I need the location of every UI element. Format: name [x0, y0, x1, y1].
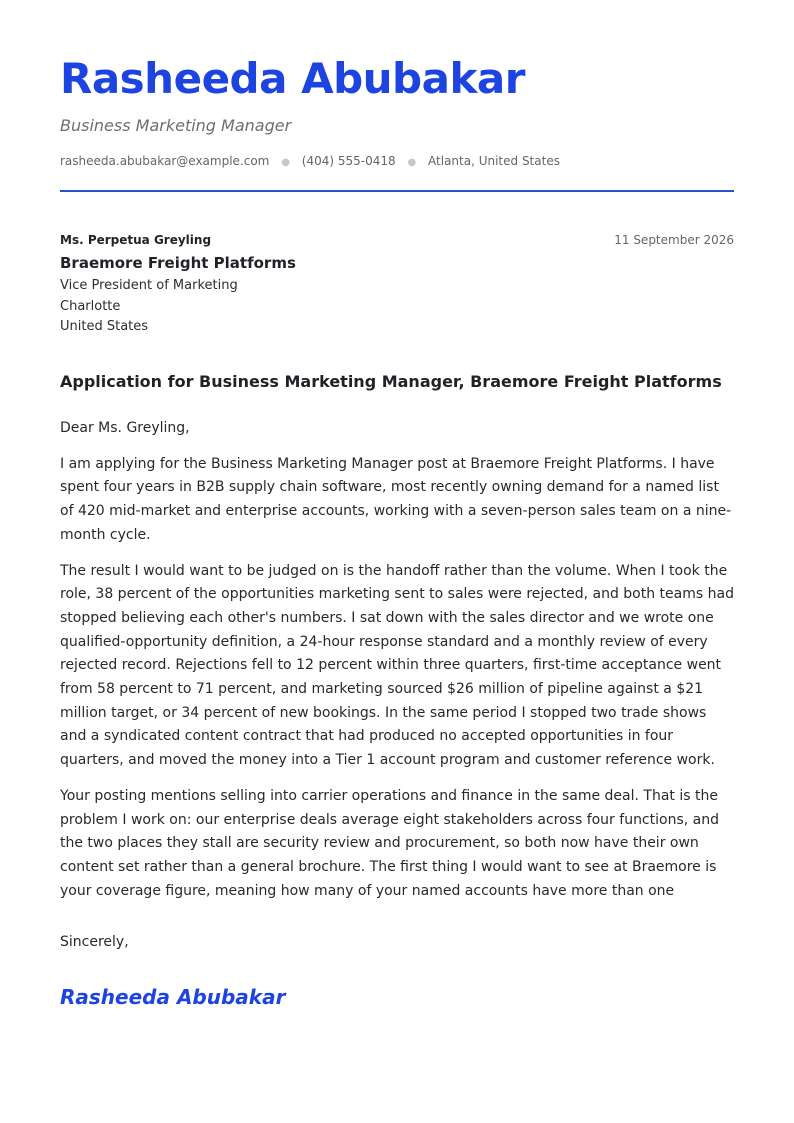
contact-location: Atlanta, United States [428, 154, 560, 168]
contact-email[interactable]: rasheeda.abubakar@example.com [60, 154, 270, 168]
recipient-company: Braemore Freight Platforms [60, 254, 296, 272]
recipient-country: United States [60, 319, 149, 334]
letter-body [60, 417, 734, 915]
recipient-name: Ms. Perpetua Greyling [60, 233, 212, 247]
separator-dot-icon: ● [281, 157, 290, 168]
letter-date: 11 September 2026 [614, 233, 734, 247]
signature: Rasheeda Abubakar [60, 985, 286, 1009]
applicant-title: Business Marketing Manager [60, 116, 292, 135]
recipient-city: Charlotte [60, 299, 121, 314]
body-paragraph-3: Your posting mentions selling into carrier operations and finance in the same deal. That is the problem I work on: our enterprise deals average eight stakeholders across four functions, and the two places they stall are security review and procurement, so both now have their own content set rather than a general brochure. The first thing I would want to see at Braemore is your coverage figure, meaning how many of your named accounts have more than one [60, 787, 719, 899]
separator-dot-icon: ● [407, 157, 417, 168]
salutation: Dear Ms. Greyling, [60, 420, 190, 436]
recipient-role: Vice President of Marketing [60, 278, 238, 293]
closing: Sincerely, [60, 934, 129, 950]
applicant-name: Rasheeda Abubakar [60, 54, 525, 103]
body-paragraph-2: The result I would want to be judged on is the handoff rather than the volume. When I took the role, 38 percent of the opportunities marketing sent to sales were rejected, and both teams had stopped believing each other's numbers. I sat down with the sales director and we wrote one qualified-opportunity definition, a 24-hour response standard and a monthly review of every rejected record. Rejections fell to 12 percent within three quarters, first-time acceptance went from 58 percent to 71 percent, and marketing sourced $26 million of pipeline against a $21 million target, or 34 percent of new bookings. In the same period I stopped two trade shows and a syndicated content contract that had produced no accepted opportunities in four quarters, and moved the money into a Tier 1 account program and customer reference work. [60, 562, 734, 769]
body-paragraph-1: I am applying for the Business Marketing Manager post at Braemore Freight Platforms. I have spent four years in B2B supply chain software, most recently owning demand for a named list of 420 mid-market and enterprise accounts, working with a seven-person sales team on a nine-month cycle. [60, 455, 732, 543]
header-divider [60, 190, 734, 192]
contact-phone[interactable]: (404) 555-0418 [301, 154, 396, 168]
contact-line [60, 154, 560, 168]
letter-subject: Application for Business Marketing Manager, Braemore Freight Platforms [60, 372, 722, 391]
